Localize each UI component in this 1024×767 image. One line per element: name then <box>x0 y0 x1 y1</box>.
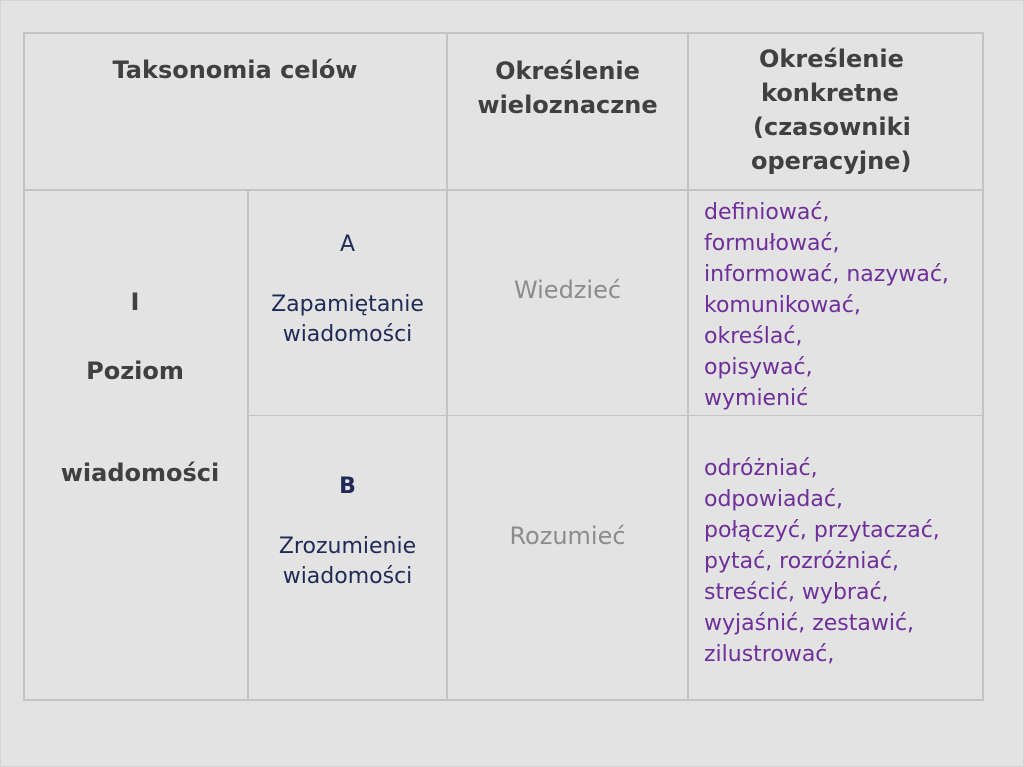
verb-a-4: komunikować, <box>704 293 861 318</box>
verb-a-5: określać, <box>704 324 803 349</box>
subcategory-a-line-2: wiadomości <box>282 322 413 347</box>
verb-a-6: opisywać, <box>704 355 813 380</box>
header-taxonomy <box>24 34 446 106</box>
header-concrete-line-4: operacyjne) <box>751 147 912 175</box>
header-ambiguous <box>448 52 687 124</box>
verb-a-3: informować, nazywać, <box>704 262 949 287</box>
verb-list-a <box>704 197 949 414</box>
verb-b-2: odpowiadać, <box>704 487 843 512</box>
subcategory-b <box>249 472 446 598</box>
level-numeral: I <box>130 288 140 316</box>
subcategory-b-line-2: wiadomości <box>282 564 413 589</box>
subcategory-a <box>249 230 446 356</box>
subcategory-a-letter: A <box>339 232 356 257</box>
verb-b-1: odróżniać, <box>704 456 818 481</box>
general-term-b: Rozumieć <box>509 522 626 550</box>
row-divider <box>248 415 983 416</box>
col-divider-1 <box>446 33 448 700</box>
general-term-a: Wiedzieć <box>513 276 622 304</box>
subcategory-b-letter: B <box>339 474 356 499</box>
verb-b-4: pytać, rozróżniać, <box>704 549 899 574</box>
header-concrete <box>689 40 983 180</box>
subcategory-a-line-1: Zapamiętanie <box>271 292 424 317</box>
header-ambiguous-line-1: Określenie <box>495 57 640 85</box>
level-label-line-1: Poziom <box>86 357 184 385</box>
subcategory-b-line-1: Zrozumienie <box>278 534 417 559</box>
verb-list-b <box>704 453 940 670</box>
verb-b-6: wyjaśnić, zestawić, <box>704 611 915 636</box>
header-concrete-line-3: (czasowniki <box>753 113 911 141</box>
verb-a-2: formułować, <box>704 231 840 256</box>
verb-a-7: wymienić <box>704 386 809 411</box>
header-taxonomy-label: Taksonomia celów <box>112 56 358 84</box>
level-label-line-2: wiadomości <box>60 459 220 487</box>
verb-a-1: definiować, <box>704 200 830 225</box>
header-concrete-line-2: konkretne <box>761 79 899 107</box>
verb-b-7: zilustrować, <box>704 642 835 667</box>
verb-b-3: połączyć, przytaczać, <box>704 518 940 543</box>
verb-b-5: streścić, wybrać, <box>704 580 889 605</box>
header-ambiguous-line-2: wieloznaczne <box>477 91 658 119</box>
header-divider <box>24 189 983 191</box>
header-concrete-line-1: Określenie <box>759 45 904 73</box>
